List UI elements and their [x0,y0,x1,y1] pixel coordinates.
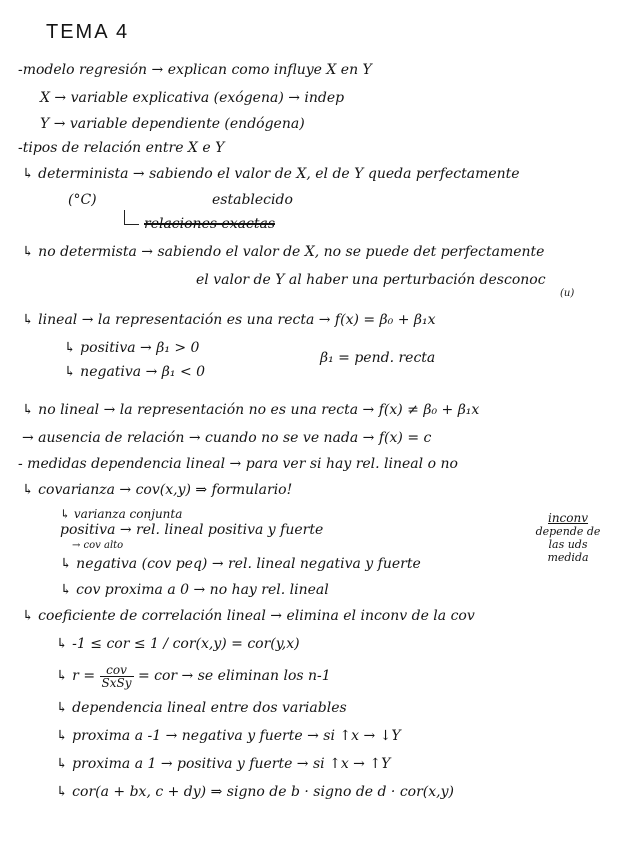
note-line: ↳ covarianza → cov(x,y) ⇒ formulario! [22,482,293,498]
note-line: ↳ -1 ≤ cor ≤ 1 / cor(x,y) = cor(y,x) [56,636,300,652]
note-line: ↳ varianza conjunta [60,507,183,521]
note-line: ↳ negativa (cov peq) → rel. lineal negativa y fuerte [60,556,421,572]
note-line: → cov alto [72,540,124,551]
note-line: ↳ determinista → sabiendo el valor de X, el de Y queda perfectamente [22,166,520,182]
note-line: ↳ positiva → β₁ > 0 [64,340,200,356]
note-line: ↳ no determista → sabiendo el valor de X, no se puede det perfectamente [22,244,545,260]
side-note-line: medida [547,551,589,564]
note-line: ↳ coeficiente de correlación lineal → elimina el inconv de la cov [22,608,475,624]
formula-line [56,662,331,690]
note-line: β₁ = pend. recta [320,350,436,366]
side-note [520,512,616,564]
note-line: ↳ dependencia lineal entre dos variables [56,700,347,716]
note-line: -modelo regresión → explican como influye X en Y [18,62,372,78]
note-line: ↳ proxima a -1 → negativa y fuerte → si ↑x → ↓Y [56,728,401,744]
note-line: -tipos de relación entre X e Y [18,140,225,156]
note-line: (°C) [68,192,97,208]
side-note-line: depende de [535,525,601,538]
note-line: establecido [212,192,293,208]
fraction-numerator: cov [100,664,134,677]
note-line: ↳ lineal → la representación es una recta → f(x) = β₀ + β₁x [22,312,436,328]
note-line: → ausencia de relación → cuando no se ve nada → f(x) = c [22,430,432,446]
side-note-heading: inconv [547,511,589,525]
formula-part: = cor → se eliminan los n-1 [137,668,331,684]
note-line: ↳ negativa → β₁ < 0 [64,364,206,380]
note-line: el valor de Y al haber una perturbación desconoc [196,272,546,288]
note-line: positiva → rel. lineal positiva y fuerte [60,522,324,538]
fraction-denominator: SxSy [101,675,132,690]
formula-part: ↳ r = [56,668,96,684]
note-line: ↳ cov proxima a 0 → no hay rel. lineal [60,582,329,598]
note-line: - medidas dependencia lineal → para ver si hay rel. lineal o no [18,456,458,472]
page-title: TEMA 4 [46,21,130,43]
note-line: ↳ cor(a + bx, c + dy) ⇒ signo de b · signo de d · cor(x,y) [56,784,454,800]
note-line: X → variable explicativa (exógena) → indep [40,90,345,106]
note-line: Y → variable dependiente (endógena) [40,116,305,132]
side-note-line: las uds [548,538,588,551]
note-line: (u) [560,288,575,299]
bracket [124,210,139,225]
fraction [100,664,134,689]
note-line: ↳ no lineal → la representación no es una recta → f(x) ≠ β₀ + β₁x [22,402,480,418]
note-line: ↳ proxima a 1 → positiva y fuerte → si ↑x → ↑Y [56,756,391,772]
crossed-out-text: relaciones exactas [144,216,276,232]
